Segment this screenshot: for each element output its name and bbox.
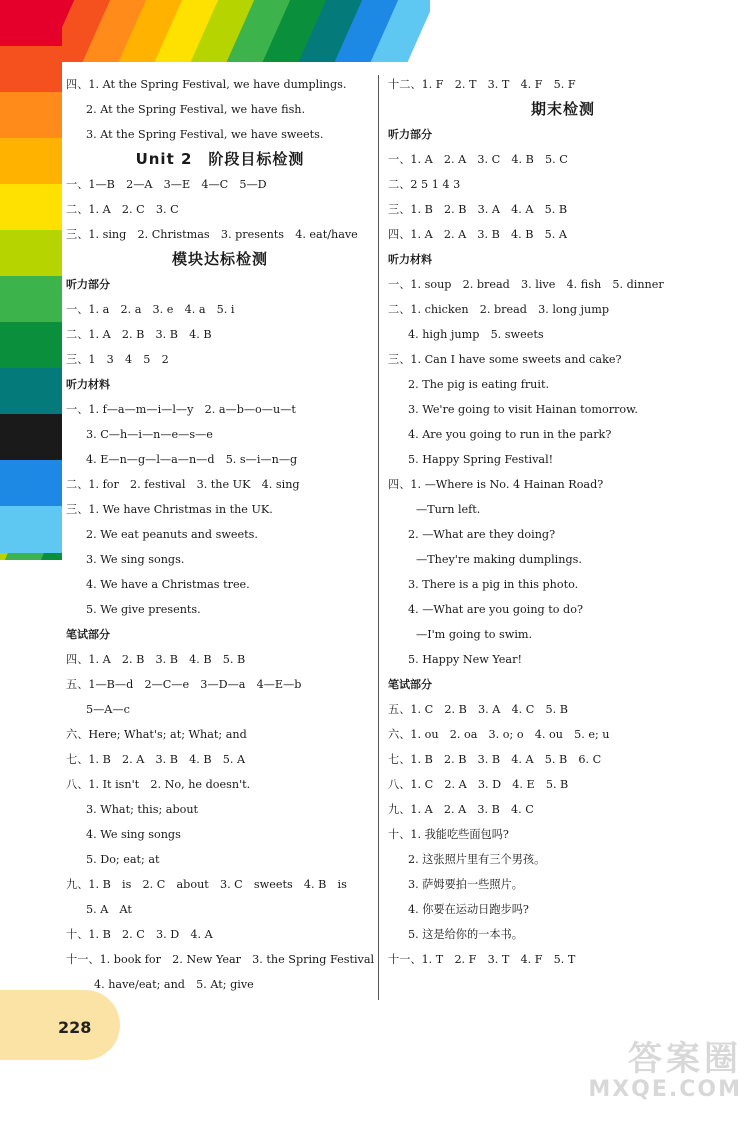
answer-line: 三、1. sing 2. Christmas 3. presents 4. eat/have: [66, 228, 358, 241]
answer-line: 5. Do; eat; at: [86, 853, 160, 866]
answer-line: 九、1. B is 2. C about 3. C sweets 4. B is: [66, 878, 347, 891]
watermark: [588, 1040, 742, 1102]
left-color-band: [0, 322, 62, 369]
answer-line: 十一、1. T 2. F 3. T 4. F 5. T: [388, 953, 576, 966]
answer-line: 八、1. It isn't 2. No, he doesn't.: [66, 778, 251, 791]
subsection-label: 笔试部分: [66, 628, 110, 641]
answer-line: 二、1. for 2. festival 3. the UK 4. sing: [66, 478, 300, 491]
left-color-band: [0, 46, 62, 93]
answer-line: 3. What; this; about: [86, 803, 199, 816]
answer-line: 十、1. 我能吃些面包吗?: [388, 828, 509, 841]
left-color-band: [0, 414, 62, 461]
answer-line: 四、1. At the Spring Festival, we have dumplings.: [66, 78, 347, 91]
answer-line: 4. 你要在运动日跑步吗?: [408, 903, 529, 916]
answer-line: 八、1. C 2. A 3. D 4. E 5. B: [388, 778, 569, 791]
answer-line: 十二、1. F 2. T 3. T 4. F 5. F: [388, 78, 576, 91]
answer-line: 四、1. A 2. B 3. B 4. B 5. B: [66, 653, 246, 666]
answer-line: 5. We give presents.: [86, 603, 201, 616]
section-heading: 期末检测: [530, 100, 595, 118]
answer-line: 4. E—n—g—l—a—n—d 5. s—i—n—g: [86, 453, 298, 466]
section-heading: Unit 2 阶段目标检测: [135, 150, 305, 168]
answer-line: 七、1. B 2. A 3. B 4. B 5. A: [66, 753, 246, 766]
answer-line: 五、1. C 2. B 3. A 4. C 5. B: [388, 703, 568, 716]
answer-line: 5. A At: [86, 903, 132, 916]
answer-line: 一、1—B 2—A 3—E 4—C 5—D: [66, 178, 267, 191]
subsection-label: 听力材料: [388, 253, 432, 266]
section-heading: 模块达标检测: [171, 250, 268, 268]
answer-line: 3. At the Spring Festival, we have sweets.: [86, 128, 324, 141]
answer-line: 十一、1. book for 2. New Year 3. the Spring Festival: [66, 953, 375, 966]
subsection-label: 听力部分: [388, 128, 432, 141]
answer-line: 3. We're going to visit Hainan tomorrow.: [408, 403, 638, 416]
answer-line: —I'm going to swim.: [416, 628, 533, 641]
answer-line: 四、1. A 2. A 3. B 4. B 5. A: [388, 228, 567, 241]
left-color-band: [0, 230, 62, 277]
left-color-band: [0, 138, 62, 185]
left-color-band: [0, 184, 62, 231]
answer-line: 4. Are you going to run in the park?: [408, 428, 612, 441]
answer-line: 十、1. B 2. C 3. D 4. A: [66, 928, 213, 941]
answer-line: 3. There is a pig in this photo.: [408, 578, 579, 591]
subsection-label: 笔试部分: [388, 678, 432, 691]
answer-line: 二、1. A 2. B 3. B 4. B: [66, 328, 212, 341]
left-color-band: [0, 92, 62, 139]
answer-line: 4. We sing songs: [86, 828, 181, 841]
answer-line: 5—A—c: [86, 703, 130, 716]
answer-line: 4. —What are you going to do?: [408, 603, 583, 616]
left-color-band: [0, 506, 62, 553]
left-color-band: [0, 368, 62, 415]
answer-line: 2. We eat peanuts and sweets.: [86, 528, 258, 541]
answer-line: 3. 萨姆要拍一些照片。: [408, 878, 523, 891]
answer-line: 五、1—B—d 2—C—e 3—D—a 4—E—b: [66, 678, 302, 691]
answer-line: 3. C—h—i—n—e—s—e: [86, 428, 213, 441]
answer-line: 5. 这是给你的一本书。: [408, 928, 523, 941]
answer-line: 2. The pig is eating fruit.: [408, 378, 550, 391]
answer-line: 三、1. We have Christmas in the UK.: [66, 503, 273, 516]
answer-line: 三、1 3 4 5 2: [66, 353, 169, 366]
answer-line: 二、2 5 1 4 3: [388, 178, 461, 191]
left-color-band: [0, 276, 62, 323]
answer-line: 三、1. Can I have some sweets and cake?: [388, 353, 622, 366]
answer-line: —They're making dumplings.: [416, 553, 582, 566]
answer-line: 2. At the Spring Festival, we have fish.: [86, 103, 306, 116]
answer-line: 四、1. —Where is No. 4 Hainan Road?: [388, 478, 604, 491]
answer-line: 三、1. B 2. B 3. A 4. A 5. B: [388, 203, 568, 216]
left-color-band: [0, 0, 62, 47]
left-color-band: [0, 460, 62, 507]
right-answer-column: [388, 72, 738, 972]
left-answer-column: [66, 72, 374, 997]
answer-line: 二、1. chicken 2. bread 3. long jump: [388, 303, 610, 316]
column-divider: [378, 75, 379, 1000]
answer-line: 3. We sing songs.: [86, 553, 185, 566]
answer-line: 一、1. A 2. A 3. C 4. B 5. C: [388, 153, 568, 166]
answer-line: 六、Here; What's; at; What; and: [66, 728, 247, 741]
subsection-label: 听力部分: [66, 278, 110, 291]
answer-line: 4. high jump 5. sweets: [408, 328, 544, 341]
answer-line: 2. —What are they doing?: [408, 528, 556, 541]
answer-line: 一、1. f—a—m—i—l—y 2. a—b—o—u—t: [66, 403, 296, 416]
watermark-line1: 答案圈: [628, 1039, 742, 1079]
answer-line: —Turn left.: [416, 503, 481, 516]
page-number: 228: [58, 1018, 92, 1037]
answer-line: 2. 这张照片里有三个男孩。: [408, 853, 546, 866]
answer-line: 一、1. a 2. a 3. e 4. a 5. i: [66, 303, 235, 316]
subsection-label: 听力材料: [66, 378, 110, 391]
answer-line: 4. have/eat; and 5. At; give: [94, 978, 254, 991]
answer-line: 二、1. A 2. C 3. C: [66, 203, 179, 216]
answer-line: 5. Happy New Year!: [408, 653, 522, 666]
answer-line: 九、1. A 2. A 3. B 4. C: [388, 803, 534, 816]
answer-line: 七、1. B 2. B 3. B 4. A 5. B 6. C: [388, 753, 602, 766]
answer-line: 4. We have a Christmas tree.: [86, 578, 250, 591]
answer-line: 5. Happy Spring Festival!: [408, 453, 554, 466]
answer-line: 六、1. ou 2. oa 3. o; o 4. ou 5. e; u: [388, 728, 610, 741]
watermark-line2: MXQE.COM: [588, 1077, 742, 1102]
answer-line: 一、1. soup 2. bread 3. live 4. fish 5. dinner: [388, 278, 664, 291]
